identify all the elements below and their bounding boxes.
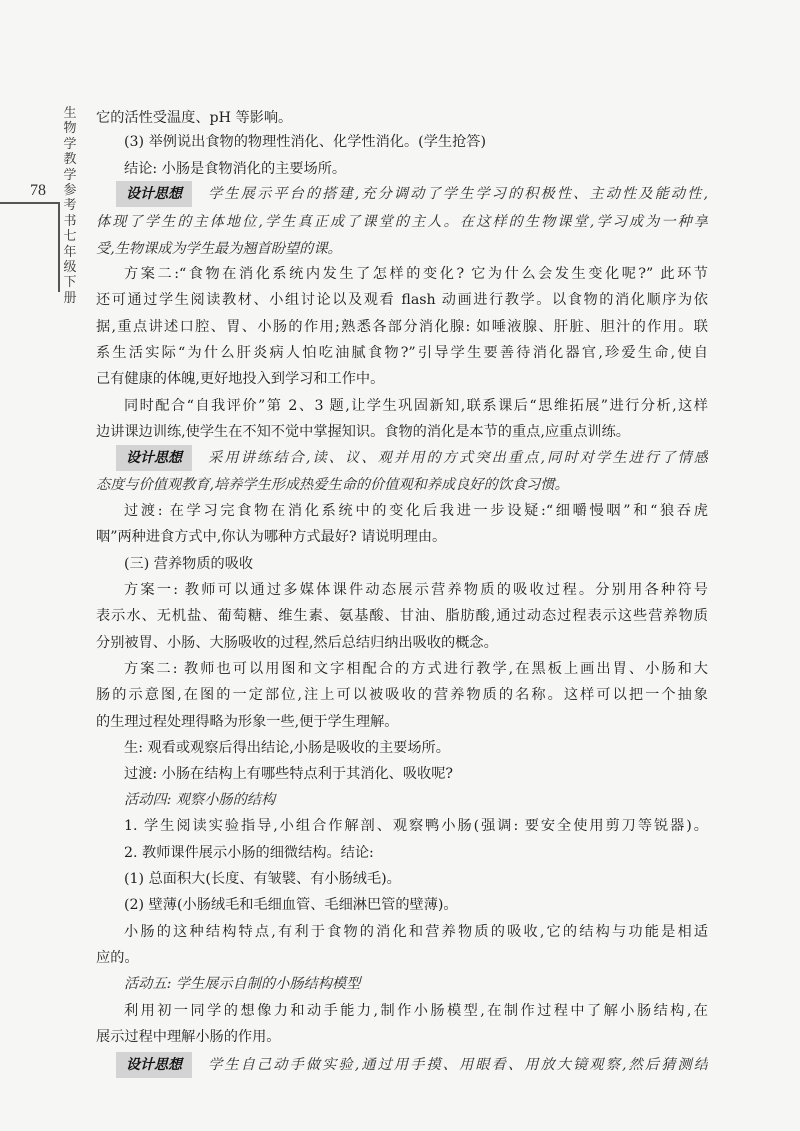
text-line: 系生活实际“为什么肝炎病人怕吃油腻食物?”引导学生要善待消化器官,珍爱生命,使自 [96,345,708,361]
text-line: 小肠的这种结构特点,有利于食物的消化和营养物质的吸收,它的结构与功能是相适 [124,924,708,940]
title-char: 学 [63,167,77,183]
text-line: 受,生物课成为学生最为翘首盼望的课。 [96,241,342,257]
activity-heading: 活动五: 学生展示自制的小肠结构模型 [124,976,361,992]
title-char: 册 [63,290,77,306]
text-line: 过渡: 在学习完食物在消化系统中的变化后我进一步设疑:“细嚼慢咽”和“狼吞虎 [124,503,708,519]
design-thought-paragraph [96,1051,708,1079]
design-thought-label: 设计思想 [116,1052,192,1078]
text-line: 方案二:“食物在消化系统内发生了怎样的变化? 它为什么会发生变化呢?” 此环节 [124,266,708,282]
title-char: 教 [63,152,77,168]
title-char: 物 [63,121,77,137]
title-char: 级 [63,260,77,276]
text-line: 边讲课边训练,使学生在不知不觉中掌握知识。食物的消化是本节的重点,应重点训练。 [96,424,630,440]
text-line: 分别被胃、小肠、大肠吸收的过程,然后总结归纳出吸收的概念。 [96,635,498,651]
design-thought-label: 设计思想 [116,445,192,471]
design-thought-paragraph [96,180,708,208]
activity-heading: 活动四: 观察小肠的结构 [124,792,276,808]
text-line: 1. 学生阅读实验指导,小组合作解剖、观察鸭小肠(强调: 要安全使用剪刀等锐器)。 [124,818,708,834]
text-line: (1) 总面积大(长度、有皱襞、有小肠绒毛)。 [124,871,401,887]
text-line: 肠的示意图,在图的一定部位,注上可以被吸收的营养物质的名称。这样可以把一个抽象 [96,687,708,703]
text-line: 利用初一同学的想像力和动手能力,制作小肠模型,在制作过程中了解小肠结构,在 [124,1003,708,1019]
text-line: 结论: 小肠是食物消化的主要场所。 [124,161,347,177]
book-title-vertical [62,106,78,306]
text-line: 态度与价值观教育,培养学生形成热爱生命的价值观和养成良好的饮食习惯。 [96,477,569,493]
text-line: 方案二: 教师也可以用图和文字相配合的方式进行教学,在黑板上画出胃、小肠和大 [124,661,708,677]
text-line: 学生自己动手做实验,通过用手摸、用眼看、用放大镜观察,然后猜测结 [206,1057,708,1073]
title-char: 年 [63,244,77,260]
title-char: 考 [63,198,77,214]
text-line: 体现了学生的主体地位,学生真正成了课堂的主人。在这样的生物课堂,学习成为一种享 [96,214,708,230]
text-line: 同时配合“自我评价”第 2、3 题,让学生巩固新知,联系课后“思维拓展”进行分析,这样 [124,398,708,414]
text-line: 还可通过学生阅读教材、小组讨论以及观看 flash 动画进行教学。以食物的消化顺序为依 [96,292,708,308]
page-number: 78 [30,182,46,199]
title-char: 书 [63,213,77,229]
text-line: 2. 教师课件展示小肠的细微结构。结论: [124,845,374,861]
title-char: 七 [63,229,77,245]
text-line: 展示过程中理解小肠的作用。 [96,1029,281,1045]
text-line: (3) 举例说出食物的物理性消化、化学性消化。(学生抢答) [124,134,486,150]
text-line: 过渡: 小肠在结构上有哪些特点利于其消化、吸收呢? [124,766,454,782]
text-line: 己有健康的体魄,更好地投入到学习和工作中。 [96,371,385,387]
text-line: 表示水、无机盐、葡萄糖、维生素、氨基酸、甘油、脂肪酸,通过动态过程表示这些营养物质 [96,608,708,624]
title-char: 下 [63,275,77,291]
text-line: 学生展示平台的搭建,充分调动了学生学习的积极性、主动性及能动性, [206,186,708,202]
text-line: 咽”两种进食方式中,你认为哪种方式最好? 请说明理由。 [96,529,447,545]
text-line: (2) 壁薄(小肠绒毛和毛细血管、毛细淋巴管的壁薄)。 [124,897,458,913]
section-heading: (三) 营养物质的吸收 [124,556,254,572]
margin-vertical-rule [58,202,60,292]
title-char: 学 [63,136,77,152]
page-number-rule [0,202,58,204]
design-thought-label: 设计思想 [116,181,192,207]
text-line: 它的活性受温度、pH 等影响。 [96,110,293,126]
title-char: 参 [63,183,77,199]
text-line: 应的。 [96,950,139,966]
text-line: 的生理过程处理得略为形象一些,便于学生理解。 [96,714,399,730]
design-thought-paragraph [96,444,708,472]
text-line: 采用讲练结合,读、议、观并用的方式突出重点,同时对学生进行了情感 [206,450,708,466]
text-line: 据,重点讲述口腔、胃、小肠的作用;熟悉各部分消化腺: 如唾液腺、肝脏、胆汁的作用。联 [96,319,708,335]
text-line: 方案一: 教师可以通过多媒体课件动态展示营养物质的吸收过程。分别用各种符号 [124,582,708,598]
title-char: 生 [63,106,77,121]
text-line: 生: 观看或观察后得出结论,小肠是吸收的主要场所。 [124,740,450,756]
